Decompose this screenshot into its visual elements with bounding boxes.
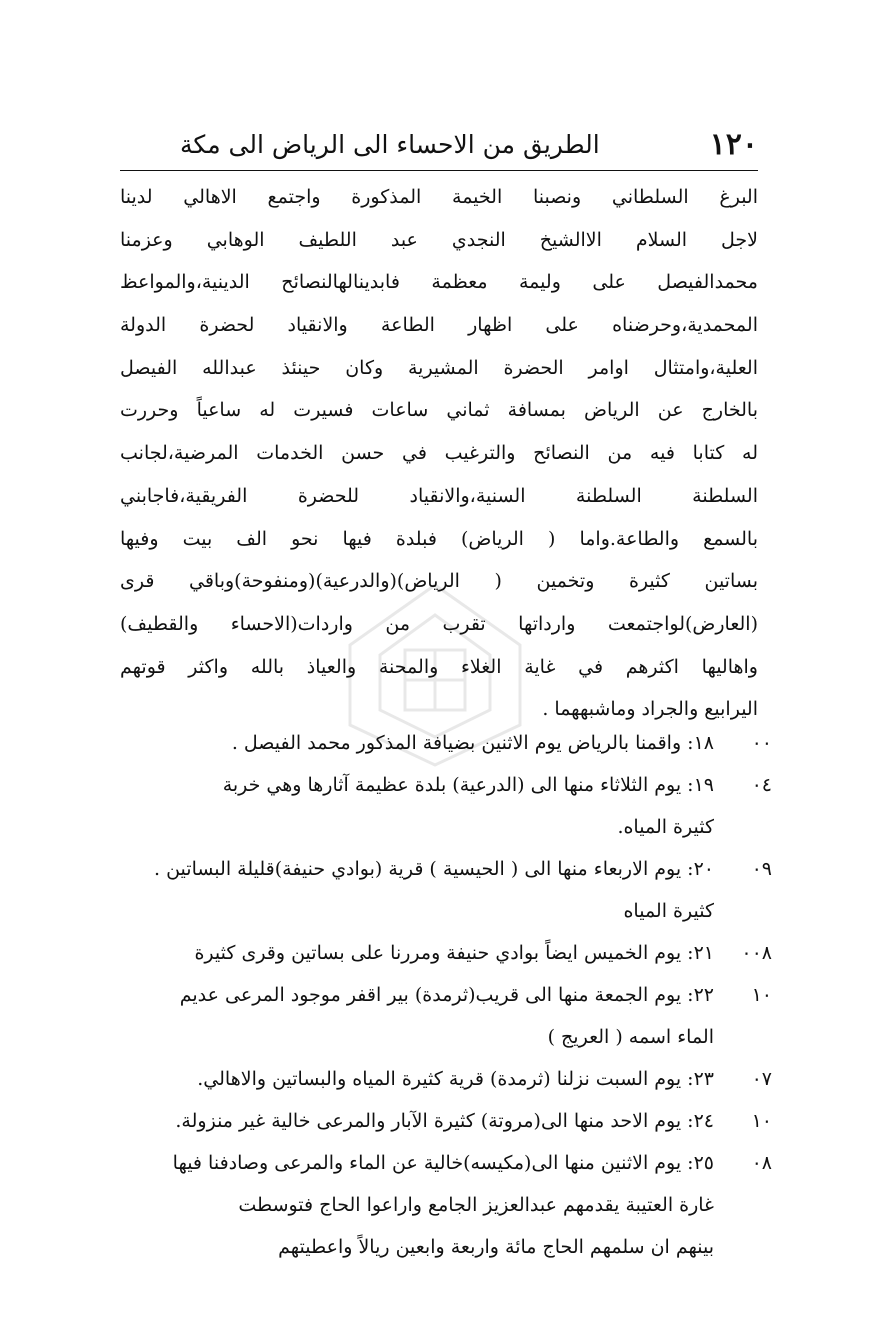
paragraph-line: بساتين كثيرة وتخمين ( الرياض)(والدرعية)(ومنفوحة)وباقي قرى [120, 570, 758, 593]
paragraph-line: له كتابا فيه من النصائح والترغيب في حسن الخدمات المرضية،لجانب [120, 442, 758, 465]
entry-time: ١٠ [751, 1110, 772, 1132]
entry-line: ٢٢: يوم الجمعة منها الى قريب(ثرمدة) بير اقفر موجود المرعى عديم [179, 984, 714, 1006]
paragraph-line: لاجل السلام الاالشيخ النجدي عبد اللطيف الوهابي وعزمنا [120, 228, 758, 251]
itinerary-entry [110, 848, 770, 932]
entry-time: ٠٨ [751, 1152, 772, 1174]
paragraph-line: السلطنة السلطنة السنية،والانقياد للحضرة الفريقية،فاجابني [120, 484, 758, 507]
entry-line: كثيرة المياه. [617, 816, 714, 838]
entry-line: ٢٣: يوم السبت نزلنا (ثرمدة) قرية كثيرة المياه والبساتين والاهالي. [197, 1068, 714, 1090]
itinerary-entry [110, 1100, 770, 1142]
entry-time: ٠٠ [751, 732, 772, 754]
paragraph-line: البرغ السلطاني ونصبنا الخيمة المذكورة واجتمع الاهالي لدينا [120, 186, 758, 208]
itinerary-entries [110, 722, 770, 1268]
paragraph-line: واهاليها اكثرهم في غاية الغلاء والمحنة والعياذ بالله واكثر قوتهم [120, 655, 758, 678]
paragraph-line: اليرابيع والجراد وماشبههما . [542, 698, 758, 721]
page-number: ١٢٠ [709, 126, 758, 162]
itinerary-entry [110, 1058, 770, 1100]
entry-time: ٠٤ [751, 774, 772, 796]
entry-line: ١٩: يوم الثلاثاء منها الى (الدرعية) بلدة عظيمة آثارها وهي خربة [222, 774, 714, 796]
paragraph-line: العلية،وامتثال اوامر الحضرة المشيرية وكان حينئذ عبدالله الفيصل [120, 356, 758, 379]
entry-line: ٢٥: يوم الاثنين منها الى(مكيسه)خالية عن الماء والمرعى وصادفنا فيها [172, 1152, 714, 1174]
itinerary-entry [110, 974, 770, 1058]
running-title: الطريق من الاحساء الى الرياض الى مكة [180, 129, 600, 159]
itinerary-entry [110, 932, 770, 974]
entry-time: ٠٩ [751, 858, 772, 880]
paragraph-line: بالسمع والطاعة.واما ( الرياض) فبلدة فيها نحو الف بيت وفيها [120, 527, 758, 550]
entry-line: ٢١: يوم الخميس ايضاً بوادي حنيفة ومررنا على بساتين وقرى كثيرة [194, 942, 714, 964]
body-paragraph [120, 176, 758, 731]
itinerary-entry [110, 722, 770, 764]
entry-line: كثيرة المياه [623, 900, 714, 922]
paragraph-line: (العارض)لواجتمعت وارداتها تقرب من واردات(الاحساء والقطيف) [120, 612, 758, 635]
itinerary-entry [110, 1142, 770, 1268]
entry-line: ٢٠: يوم الاربعاء منها الى ( الحيسية ) قرية (بوادي حنيفة)قليلة البساتين . [154, 858, 714, 880]
itinerary-entry [110, 764, 770, 848]
entry-line: ٢٤: يوم الاحد منها الى(مروتة) كثيرة الآبار والمرعى خالية غير منزولة. [175, 1110, 714, 1132]
entry-time: ٠٧ [751, 1068, 772, 1090]
entry-line: بينهم ان سلمهم الحاج مائة واربعة وابعين ريالاً واعطيتهم [278, 1236, 714, 1258]
paragraph-line: المحمدية،وحرضناه على اظهار الطاعة والانقياد لحضرة الدولة [120, 314, 758, 337]
paragraph-line: محمدالفيصل على وليمة معظمة فابدينالهالنصائح الدينية،والمواعظ [120, 271, 758, 294]
entry-line: ١٨: واقمنا بالرياض يوم الاثنين بضيافة المذكور محمد الفيصل . [231, 732, 714, 754]
entry-line: غارة العتيبة يقدمهم عبدالعزيز الجامع واراعوا الحاج فتوسطت [238, 1194, 714, 1216]
paragraph-line: بالخارج عن الرياض بمسافة ثماني ساعات فسيرت له ساعياً وحررت [120, 399, 758, 422]
entry-time: ١٠ [751, 984, 772, 1006]
entry-line: الماء اسمه ( العريج ) [547, 1026, 714, 1048]
entry-time: ٠٠٨ [741, 942, 772, 964]
page-header [120, 118, 758, 171]
